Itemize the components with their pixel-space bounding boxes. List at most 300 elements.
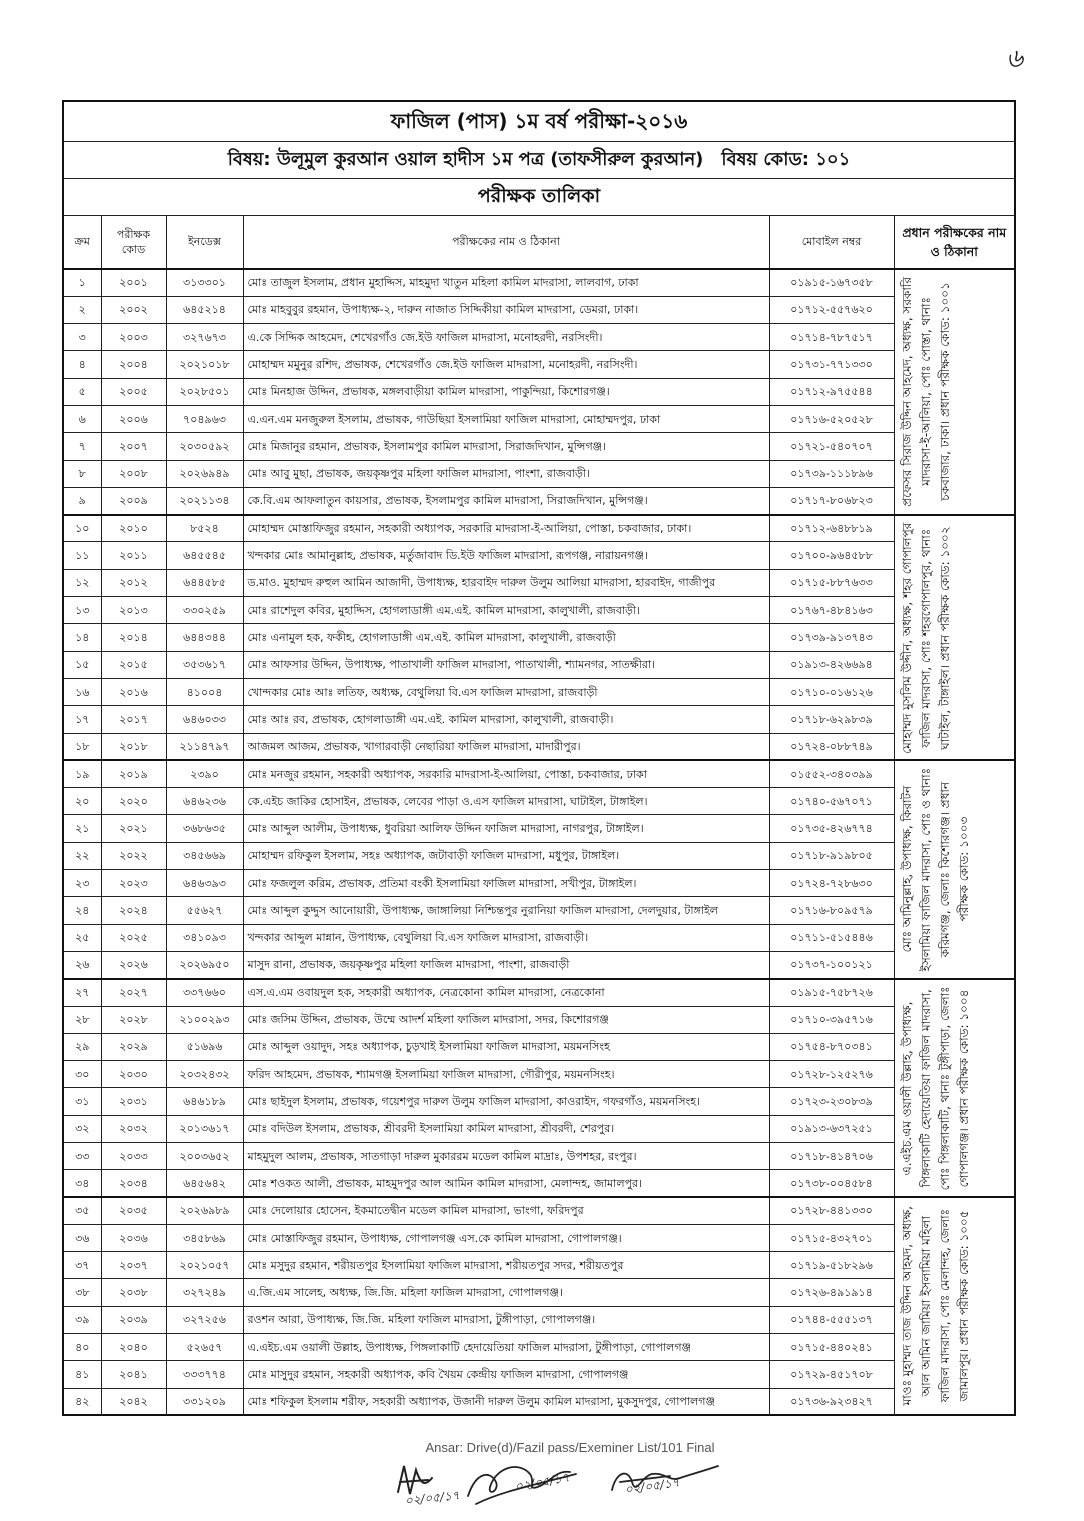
table-row (63, 678, 1015, 705)
table-row (63, 1033, 1015, 1060)
name-address-cell (243, 1388, 769, 1415)
table-row (63, 269, 1015, 296)
examiner-code-cell (101, 269, 166, 296)
name-address-cell (243, 324, 769, 351)
index-cell-text: ৩৩৭৬৬০ (183, 986, 226, 1000)
mobile-cell-text: ০১৫৫২-৩৪০৩৯৯ (790, 767, 873, 781)
index-cell-text: ৩৩১২০৯ (183, 1395, 226, 1409)
serial-cell-text: ৯ (78, 494, 86, 508)
index-cell (166, 1006, 243, 1033)
name-address-cell (243, 1088, 769, 1115)
serial-cell (63, 1033, 101, 1060)
serial-cell-text: ২৬ (75, 958, 90, 972)
serial-cell (63, 1279, 101, 1306)
table-row (63, 651, 1015, 678)
name-address-cell (243, 460, 769, 487)
table-row (63, 1279, 1015, 1306)
serial-cell (63, 1334, 101, 1361)
name-address-cell-text: মোঃ এনামুল হক, ফকীহ, হোগলাডাঙ্গী এম.এই. কামিল মাদরাসা, কালুখালী, রাজবাড়ী (247, 631, 616, 644)
serial-cell-text: ৫ (78, 385, 86, 399)
mobile-cell-text: ০১৭৪০-৫৬৭০৭১ (790, 794, 873, 808)
name-address-cell-text: রওশন আরা, উপাধ্যক্ষ, জি.জি. মহিলা ফাজিল মাদরাসা, টুঙ্গীপাড়া, গোপালগঞ্জ। (247, 1313, 596, 1327)
mobile-cell-text: ০১৭২৮-১২৫২৭৬ (790, 1067, 873, 1081)
examiner-code-cell-text: ২০২২ (119, 849, 148, 863)
serial-cell-text: ১৮ (75, 739, 90, 753)
examiner-code-cell-text: ২০৪১ (119, 1368, 148, 1382)
examiner-code-cell (101, 788, 166, 815)
serial-cell-text: ৪১ (75, 1368, 90, 1382)
serial-cell-text: ১০ (75, 522, 90, 536)
name-address-cell-text: মোঃ মোস্তাফিজুর রহমান, উপাধ্যক্ষ, গোপালগঞ্জ এস.কে কামিল মাদরাসা, গোপালগঞ্জ। (247, 1231, 622, 1245)
name-address-cell-text: মোঃ রাশেদুল কবির, মুহাদ্দিস, হোগলাডাঙ্গী এম.এই. কামিল মাদরাসা, কালুখালী, রাজবাড়ী। (247, 603, 640, 617)
mobile-cell (769, 1197, 894, 1224)
mobile-cell (769, 1143, 894, 1170)
name-address-cell (243, 788, 769, 815)
page-number: ৬ (1006, 44, 1023, 74)
chief-examiner-cell (894, 760, 1015, 978)
index-cell (166, 788, 243, 815)
examiner-code-cell-text: ২০২৮ (119, 1013, 148, 1027)
examiner-code-cell (101, 651, 166, 678)
mobile-cell (769, 569, 894, 596)
examiner-code-cell (101, 924, 166, 951)
name-address-cell-text: এ.এইচ.এম ওয়ালী উল্লাহ, উপাধ্যক্ষ, পিঙ্গলাকাটি হেদায়েতিয়া ফাজিল মাদরাসা, টুঙ্গীপাড়া, গোপালগঞ্জ (247, 1340, 691, 1354)
mobile-cell-text: ০১৭১৬-৫২০৫২৮ (790, 412, 873, 426)
serial-cell (63, 1061, 101, 1088)
mobile-cell (769, 1033, 894, 1060)
table-row (63, 1006, 1015, 1033)
mobile-cell (769, 1252, 894, 1279)
list-title: পরীক্ষক তালিকা (477, 185, 601, 207)
mobile-cell-text: ০১৭১৫-৪৩২৭০১ (790, 1231, 873, 1245)
index-cell (166, 951, 243, 978)
serial-cell (63, 924, 101, 951)
name-address-cell (243, 897, 769, 924)
name-address-cell-text: খন্দকার মোঃ আমানুল্লাহ, প্রভাষক, মর্তুজাবাদ ডি.ইউ ফাজিল মাদরাসা, রূপগঞ্জ, নারায়নগঞ্জ। (247, 549, 648, 563)
serial-cell (63, 1143, 101, 1170)
examiner-code-cell (101, 1006, 166, 1033)
index-cell-text: ২০৩০৫৯২ (179, 439, 230, 453)
chief-examiner-cell (894, 269, 1015, 515)
index-cell (166, 542, 243, 569)
serial-cell (63, 760, 101, 787)
mobile-cell-text: ০১৭১২-৬৪৮৮১৯ (790, 522, 873, 536)
serial-cell-text: ২১ (75, 822, 90, 836)
index-cell (166, 378, 243, 405)
examiner-code-cell-text: ২০০৫ (119, 385, 148, 399)
mobile-cell (769, 1361, 894, 1388)
serial-cell-text: ৩০ (75, 1067, 90, 1081)
mobile-cell-text: ০১৭১৭-৮০৬৮২৩ (790, 494, 873, 508)
serial-cell (63, 597, 101, 624)
mobile-cell (769, 815, 894, 842)
mobile-cell (769, 1279, 894, 1306)
examiner-table (62, 100, 1016, 1416)
subject-row (63, 141, 1015, 178)
index-cell-text: ৩২৭৬৭৩ (183, 330, 226, 344)
mobile-cell (769, 433, 894, 460)
mobile-cell-text: ০১৭৪৪-৫৫৫১৩৭ (790, 1313, 873, 1327)
serial-cell (63, 842, 101, 869)
index-cell (166, 760, 243, 787)
serial-cell (63, 433, 101, 460)
serial-cell (63, 870, 101, 897)
chief-examiner-text: প্রফেসর সিরাজ উদ্দিন আহমেদ, অধ্যক্ষ, সরকারি মাদরাসা-ই-আলিয়া, পোঃ পোস্তা, থানাঃ চকবাজার, ঢাকা। প্রধান পরীক্ষক কোড: ১০০১ (900, 277, 953, 507)
serial-cell-text: ২ (78, 303, 86, 317)
name-address-cell-text: খন্দকার আব্দুল মান্নান, উপাধ্যক্ষ, বেথুলিয়া বি.এস ফাজিল মাদরাসা, রাজবাড়ী। (247, 931, 589, 945)
serial-cell-text: ২৯ (75, 1040, 90, 1054)
chief-examiner-text: মোঃ আমিনুল্লাহ, উপাধ্যক্ষ, কিরাটন ইসলামিয়া ফাজিল মাদরাসা, পোঃ ও থানাঃ করিমগঞ্জ, জেলাঃ কিশোরগঞ্জ। প্রধান পরীক্ষক কোড: ১০০৩ (900, 767, 972, 972)
serial-cell (63, 1224, 101, 1251)
table-row (63, 924, 1015, 951)
table-row (63, 1388, 1015, 1415)
index-cell-text: ৬৪৫২১৪ (183, 303, 226, 317)
name-address-cell-text: আজমল আজম, প্রভাষক, খাগারবাড়ী নেছারিয়া ফাজিল মাদরাসা, মাদারীপুর। (247, 739, 581, 753)
mobile-cell (769, 842, 894, 869)
mobile-cell (769, 487, 894, 514)
name-address-cell (243, 269, 769, 296)
name-address-cell-text: মোঃ মিজানুর রহমান, প্রভাষক, ইসলামপুর কামিল মাদরাসা, সিরাজদিখান, মুন্সিগঞ্জ। (247, 439, 607, 453)
index-cell-text: ২০২৬৯৫০ (179, 958, 230, 972)
mobile-cell (769, 1115, 894, 1142)
index-cell (166, 405, 243, 432)
table-row (63, 597, 1015, 624)
name-address-cell-text: কে.বি.এম আফলাতুন কায়সার, প্রভাষক, ইসলামপুর কামিল মাদরাসা, সিরাজদিখান, মুন্সিগঞ্জ। (247, 494, 648, 508)
name-address-cell-text: মোঃ মনজুর রহমান, সহকারী অধ্যাপক, সরকারি মাদরাসা-ই-আলিয়া, পোস্তা, চকবাজার, ঢাকা (247, 767, 647, 781)
name-address-cell (243, 815, 769, 842)
serial-cell-text: ২৫ (75, 931, 90, 945)
name-address-cell (243, 1143, 769, 1170)
examiner-code-cell (101, 1061, 166, 1088)
index-cell-text: ২০২৮৫০১ (179, 385, 230, 399)
name-address-cell (243, 1170, 769, 1197)
mobile-cell-text: ০১৭১৮-৯১৯৮০৫ (790, 849, 873, 863)
mobile-cell (769, 1224, 894, 1251)
examiner-code-cell (101, 324, 166, 351)
index-cell (166, 433, 243, 460)
index-cell-text: ৫২৬৫৭ (186, 1340, 223, 1354)
examiner-code-cell (101, 1143, 166, 1170)
index-cell (166, 979, 243, 1006)
mobile-cell-text: ০১৭৩৯-১১১৮৯৬ (790, 467, 873, 481)
serial-cell-text: ৩৮ (75, 1286, 90, 1300)
index-cell-text: ২০২৬৯৮৯ (179, 1204, 230, 1218)
examiner-code-cell-text: ২০০৪ (119, 358, 148, 372)
index-cell (166, 597, 243, 624)
serial-cell-text: ৬ (78, 412, 86, 426)
serial-cell-text: ২৮ (75, 1013, 90, 1027)
index-cell-text: ৬৪৬১৮৯ (183, 1095, 226, 1109)
serial-cell-text: ১৭ (75, 712, 90, 726)
mobile-cell (769, 460, 894, 487)
examiner-code-cell (101, 296, 166, 323)
serial-cell-text: ৩৭ (75, 1258, 90, 1272)
mobile-cell (769, 788, 894, 815)
header-examiner-code (101, 215, 166, 269)
table-row (63, 1088, 1015, 1115)
index-cell-text: ২০০৩৬৫২ (179, 1149, 230, 1163)
mobile-cell (769, 870, 894, 897)
index-cell-text: ৬৪৫৬৪২ (183, 1176, 226, 1190)
examiner-code-cell (101, 1115, 166, 1142)
serial-cell (63, 678, 101, 705)
examiner-code-cell (101, 1279, 166, 1306)
examiner-code-cell (101, 897, 166, 924)
name-address-cell-text: মোঃ আঃ রব, প্রভাষক, হোগলাডাঙ্গী এম.এই. কামিল মাদরাসা, কালুখালী, রাজবাড়ী। (247, 712, 614, 726)
header-examiner-code-label: পরীক্ষক কোড (116, 227, 151, 256)
mobile-cell-text: ০১৭৩১-৭৭১৩৩০ (790, 358, 873, 372)
name-address-cell-text: এ.এন.এম মনজুরুল ইসলাম, প্রভাষক, গাউছিয়া ইসলামিয়া ফাজিল মাদরাসা, মোহাম্মদপুর, ঢাকা (247, 412, 661, 426)
serial-cell-text: ১৫ (75, 658, 90, 672)
name-address-cell (243, 515, 769, 542)
index-cell-text: ৬৪৬৩৯৩ (183, 876, 226, 890)
header-serial-label: ক্রম (74, 235, 90, 249)
name-address-cell-text: মোঃ শফিকুল ইসলাম শরীফ, সহকারী অধ্যাপক, উজানী দারুল উলুম কামিল মাদরাসা, মুকসুদপুর, গোপালগঞ্জ (247, 1395, 715, 1409)
name-address-cell (243, 542, 769, 569)
name-address-cell (243, 924, 769, 951)
examiner-code-cell (101, 951, 166, 978)
serial-cell-text: ১১ (75, 549, 90, 563)
index-cell (166, 1197, 243, 1224)
serial-cell-text: ২২ (75, 849, 90, 863)
index-cell (166, 460, 243, 487)
mobile-cell (769, 924, 894, 951)
examiner-code-cell-text: ২০৪০ (119, 1340, 148, 1354)
examiner-code-cell-text: ২০০৩ (119, 330, 148, 344)
index-cell (166, 624, 243, 651)
index-cell-text: ৬৪৪৩৪৪ (183, 631, 226, 644)
serial-cell (63, 624, 101, 651)
signature-date-1: ০২/০৫/১৭ (404, 1488, 461, 1508)
mobile-cell (769, 706, 894, 733)
mobile-cell-text: ০১৭৩৭-১০০১২১ (790, 958, 873, 972)
index-cell-text: ৬৪৫৫৪৫ (183, 549, 226, 563)
serial-cell-text: ১৯ (75, 767, 90, 781)
examiner-code-cell-text: ২০১৩ (119, 603, 148, 617)
exam-title: ফাজিল (পাস) ১ম বর্ষ পরীক্ষা-২০১৬ (390, 109, 688, 134)
examiner-code-cell (101, 624, 166, 651)
index-cell-text: ৩৩০২৫৯ (183, 603, 226, 617)
header-index-label: ইনডেক্স (188, 235, 221, 249)
mobile-cell-text: ০১৭০০-৯৬৪৫৮৮ (790, 549, 873, 563)
chief-examiner-text: মোহাম্মদ মুসলিম উদ্দীন, অধ্যক্ষ, শহর গোপালপুর ফাজিল মাদরাসা, পোঃ শহরগোপালপুর, থানাঃ ঘাটাইল, টাঙ্গাইল। প্রধান পরীক্ষক কোড: ১০০২ (900, 522, 953, 754)
name-address-cell (243, 1197, 769, 1224)
serial-cell-text: ৪ (78, 358, 86, 372)
table-row (63, 979, 1015, 1006)
index-cell-text: ৩৪১০৯৩ (183, 931, 226, 945)
index-cell (166, 1143, 243, 1170)
examiner-code-cell-text: ২০৩৩ (119, 1149, 148, 1163)
subject-name: বিষয়: উলূমুল কুরআন ওয়াল হাদীস ১ম পত্র (তাফসীরুল কুরআন) (227, 149, 704, 170)
examiner-code-cell (101, 815, 166, 842)
serial-cell-text: ১ (78, 276, 86, 290)
serial-cell (63, 1306, 101, 1333)
name-address-cell-text: মাসুদ রানা, প্রভাষক, জয়কৃষ্ণপুর মহিলা ফাজিল মাদরাসা, পাংশা, রাজবাড়ী (247, 958, 570, 972)
serial-cell (63, 460, 101, 487)
serial-cell (63, 1197, 101, 1224)
serial-cell (63, 542, 101, 569)
mobile-cell-text: ০১৯১৩-৬৩৭২৫১ (790, 1122, 873, 1136)
examiner-code-cell (101, 460, 166, 487)
name-address-cell (243, 706, 769, 733)
serial-cell-text: ৮ (78, 467, 86, 481)
header-name-address (243, 215, 769, 269)
serial-cell (63, 651, 101, 678)
examiner-code-cell-text: ২০৩০ (119, 1067, 148, 1081)
examiner-code-cell-text: ২০৩১ (119, 1095, 148, 1109)
index-cell (166, 870, 243, 897)
name-address-cell (243, 1006, 769, 1033)
mobile-cell (769, 269, 894, 296)
name-address-cell-text: মোঃ আফসার উদ্দিন, উপাধ্যক্ষ, পাতাখালী ফাজিল মাদরাসা, পাতাখালী, শ্যামনগর, সাতক্ষীরা। (247, 658, 656, 672)
name-address-cell (243, 487, 769, 514)
serial-cell (63, 487, 101, 514)
examiner-code-cell-text: ২০২৯ (119, 1040, 148, 1054)
mobile-cell-text: ০১৭২৩-২৩০৮৩৯ (790, 1095, 873, 1109)
mobile-cell-text: ০১৯১৫-১৬৭৩৫৮ (790, 276, 873, 290)
name-address-cell-text: মোহাম্মদ মোস্তাফিজুর রহমান, সহকারী অধ্যাপক, সরকারি মাদরাসা-ই-আলিয়া, পোস্তা, চকবাজার, ঢাকা। (247, 522, 692, 536)
serial-cell (63, 515, 101, 542)
mobile-cell (769, 296, 894, 323)
index-cell (166, 1306, 243, 1333)
mobile-cell (769, 651, 894, 678)
examiner-code-cell-text: ২০২১ (119, 822, 148, 836)
mobile-cell (769, 624, 894, 651)
index-cell-text: ২১১৪৭৯৭ (179, 739, 230, 753)
examiner-code-cell (101, 1334, 166, 1361)
table-row (63, 351, 1015, 378)
name-address-cell (243, 569, 769, 596)
name-address-cell (243, 1361, 769, 1388)
serial-cell (63, 1388, 101, 1415)
index-cell (166, 1224, 243, 1251)
index-cell (166, 487, 243, 514)
serial-cell-text: ১২ (75, 576, 90, 590)
table-row (63, 296, 1015, 323)
examiner-code-cell-text: ২০৩৭ (119, 1258, 148, 1272)
mobile-cell-text: ০১৭২৪-৭২৮৬৩০ (790, 876, 873, 890)
subject-cell (63, 141, 1015, 178)
examiner-code-cell-text: ২০২৪ (119, 903, 148, 917)
serial-cell-text: ২০ (75, 794, 90, 808)
examiner-code-cell-text: ২০৩৫ (119, 1204, 148, 1218)
name-address-cell-text: মোঃ ছাইদুল ইসলাম, প্রভাষক, গয়েশপুর দারুল উলুম ফাজিল মাদরাসা, কাওরাইদ, গফরগাঁও, ময়মনসিংহ। (247, 1095, 700, 1109)
mobile-cell-text: ০১৭২৯-৪৫১৭০৮ (790, 1368, 873, 1382)
serial-cell-text: ৪২ (75, 1395, 90, 1409)
serial-cell (63, 1361, 101, 1388)
index-cell (166, 733, 243, 760)
serial-cell-text: ৩১ (75, 1095, 90, 1109)
index-cell-text: ৩২৭২৫৬ (183, 1313, 226, 1327)
examiner-code-cell (101, 760, 166, 787)
serial-cell-text: ৩৫ (75, 1204, 90, 1218)
mobile-cell-text: ০১৭১১-৫১৫৪৪৬ (790, 931, 873, 945)
examiner-code-cell-text: ২০১৮ (119, 739, 148, 753)
serial-cell (63, 378, 101, 405)
header-mobile-label: মোবাইল নম্বর (801, 235, 862, 249)
mobile-cell (769, 951, 894, 978)
mobile-cell (769, 1334, 894, 1361)
serial-cell (63, 351, 101, 378)
signature-date-3: ০২/০৫/১৭ (624, 1475, 681, 1497)
mobile-cell (769, 897, 894, 924)
serial-cell (63, 269, 101, 296)
table-row (63, 1334, 1015, 1361)
list-title-row (63, 178, 1015, 215)
mobile-cell-text: ০১৭৫৪-৮৭০৩৪১ (790, 1040, 873, 1054)
examiner-code-cell (101, 569, 166, 596)
examiner-code-cell-text: ২০০৮ (119, 467, 148, 481)
mobile-cell (769, 597, 894, 624)
examiner-code-cell (101, 1170, 166, 1197)
examiner-code-cell-text: ২০২৩ (119, 876, 148, 890)
name-address-cell-text: মোঃ মিনহাজ উদ্দিন, প্রভাষক, মঙ্গলবাড়ীয়া কামিল মাদরাসা, পাকুন্দিয়া, কিশোরগঞ্জ। (247, 385, 610, 399)
name-address-cell (243, 1033, 769, 1060)
index-cell (166, 1115, 243, 1142)
chief-examiner-cell (894, 515, 1015, 761)
index-cell (166, 651, 243, 678)
serial-cell-text: ২৩ (75, 876, 90, 890)
examiner-sheet (62, 100, 1014, 1416)
examiner-code-cell-text: ২০৩৪ (119, 1176, 148, 1190)
index-cell (166, 569, 243, 596)
examiner-code-cell-text: ২০১৪ (119, 631, 148, 644)
index-cell-text: ৩১৩৩০১ (183, 276, 226, 290)
header-serial (63, 215, 101, 269)
table-row (63, 542, 1015, 569)
name-address-cell-text: এ.জি.এম সালেহ, অধ্যক্ষ, জি.জি. মহিলা ফাজিল মাদরাসা, গোপালগঞ্জ। (247, 1286, 563, 1300)
chief-examiner-cell (894, 979, 1015, 1197)
mobile-cell-text: ০১৭১৫-৮৮৭৬৩৩ (790, 576, 873, 590)
header-index (166, 215, 243, 269)
serial-cell (63, 405, 101, 432)
table-row (63, 760, 1015, 787)
name-address-cell-text: মোঃ মাসুদুর রহমান, সহকারী অধ্যাপক, কবি খৈয়ম কেন্দ্রীয় ফাজিল মাদরাসা, গোপালগঞ্জ (247, 1368, 629, 1382)
examiner-code-cell (101, 1306, 166, 1333)
table-row (63, 378, 1015, 405)
name-address-cell (243, 1334, 769, 1361)
name-address-cell (243, 1252, 769, 1279)
index-cell-text: ৬৪৬২৩৬ (183, 794, 226, 808)
examiner-rows (63, 269, 1015, 1415)
table-row (63, 405, 1015, 432)
name-address-cell-text: মোঃ মাহবুবুর রহমান, উপাধ্যক্ষ-২, দারুন নাজাত সিদ্দিকীয়া কামিল মাদরাসা, ডেমরা, ঢাকা। (247, 303, 639, 317)
index-cell-text: ৫১৬৯৬ (186, 1040, 223, 1054)
index-cell-text: ৭০৪৯৬৩ (183, 412, 226, 426)
name-address-cell (243, 1115, 769, 1142)
header-name-address-label: পরীক্ষকের নাম ও ঠিকানা (452, 235, 560, 249)
mobile-cell (769, 760, 894, 787)
serial-cell-text: ২৪ (75, 903, 90, 917)
serial-cell (63, 979, 101, 1006)
name-address-cell-text: ড.মাও. মুহাম্মদ রুহুল আমিন আজাদী, উপাধ্যক্ষ, হারবাইদ দারুল উলুম আলিয়া মাদরাসা, হারবাইদ, গাজীপুর (247, 576, 716, 590)
serial-cell-text: ৩৯ (75, 1313, 90, 1327)
examiner-code-cell (101, 597, 166, 624)
table-row (63, 1252, 1015, 1279)
list-title-cell (63, 178, 1015, 215)
examiner-code-cell (101, 487, 166, 514)
serial-cell (63, 815, 101, 842)
index-cell-text: ২০২৬৯৪৯ (179, 467, 230, 481)
examiner-code-cell-text: ২০০১ (119, 276, 148, 290)
index-cell (166, 924, 243, 951)
table-row (63, 1224, 1015, 1251)
table-row (63, 569, 1015, 596)
examiner-code-cell (101, 433, 166, 460)
serial-cell (63, 569, 101, 596)
mobile-cell (769, 1170, 894, 1197)
serial-cell (63, 788, 101, 815)
